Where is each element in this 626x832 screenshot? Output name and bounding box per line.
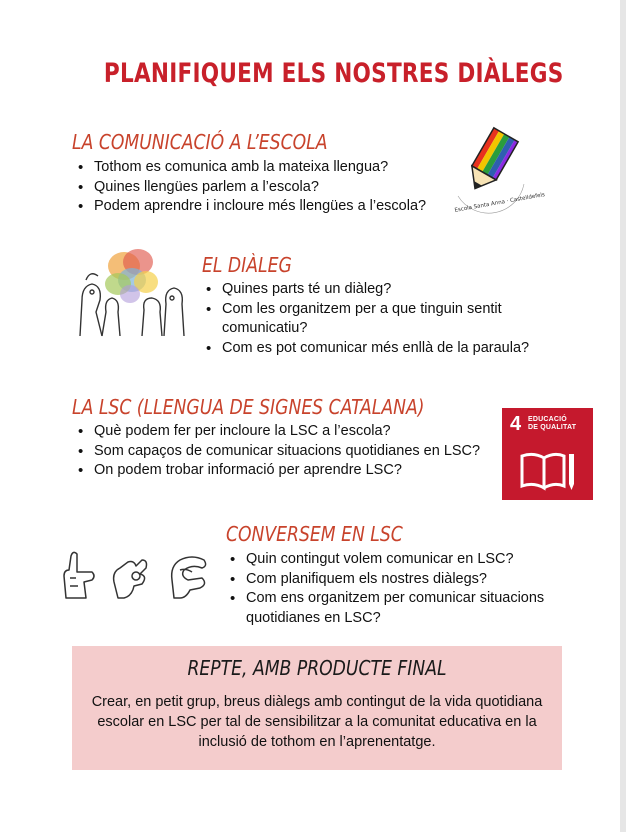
challenge-text: Crear, en petit grup, breus diàlegs amb contingut de la vida quotidiana escolar en LSC per tal de sensibilitzar a la comunitat educativa en la inclusió de tothom en l’aprenentatge. [91,694,543,750]
pencil-school-logo-icon [448,126,546,214]
list-lsc [74,422,494,481]
list-item: • On podem trobar informació per aprendre LSC? [74,461,494,481]
sign-language-hands-icon [58,546,220,602]
list-item: • Podem aprendre i incloure més llengües a l’escola? [74,197,454,217]
lsc-handshapes [58,546,220,602]
people-talking-icon [72,240,188,340]
section-heading-lsc: LA LSC (LLENGUA DE SIGNES CATALANA) [72,395,425,419]
book-pencil-icon [518,448,578,494]
list-item: • Què podem fer per incloure la LSC a l’escola? [74,422,494,442]
list-item: • Com planifiquem els nostres diàlegs? [226,570,556,590]
section-heading-conversem: CONVERSEM EN LSC [226,522,403,546]
school-logo [448,126,546,214]
list-item: • Tothom es comunica amb la mateixa llengua? [74,158,454,178]
sdg-label: EDUCACIÓ DE QUALITAT [528,416,577,431]
list-item: • Quin contingut volem comunicar en LSC? [226,550,556,570]
sdg-number: 4 [510,413,522,435]
list-item: • Quines parts té un diàleg? [202,280,542,300]
page-title: PLANIFIQUEM ELS NOSTRES DIÀLEGS [104,58,564,89]
list-item: • Quines llengües parlem a l’escola? [74,178,454,198]
challenge-box [72,646,562,770]
sdg-badge [502,408,593,500]
section-heading-dialeg: EL DIÀLEG [202,253,292,277]
list-item: • Com es pot comunicar més enllà de la paraula? [202,339,542,359]
page-edge [620,0,626,832]
list-conversem [226,550,556,628]
list-dialeg [202,280,542,358]
list-comunicacio [74,158,454,217]
list-item: • Som capaços de comunicar situacions quotidianes en LSC? [74,442,494,462]
list-item: • Com les organitzem per a que tinguin sentit comunicatiu? [202,300,542,339]
challenge-heading: REPTE, AMB PRODUCTE FINAL [187,656,447,680]
list-item: • Com ens organitzem per comunicar situacions quotidianes en LSC? [226,589,556,628]
svg-text:Escola Santa Anna · Castelldef: Escola Santa Anna · Castelldefels [454,192,546,214]
section-heading-comunicacio: LA COMUNICACIÓ A L’ESCOLA [72,130,328,154]
dialogue-illustration [72,240,188,340]
